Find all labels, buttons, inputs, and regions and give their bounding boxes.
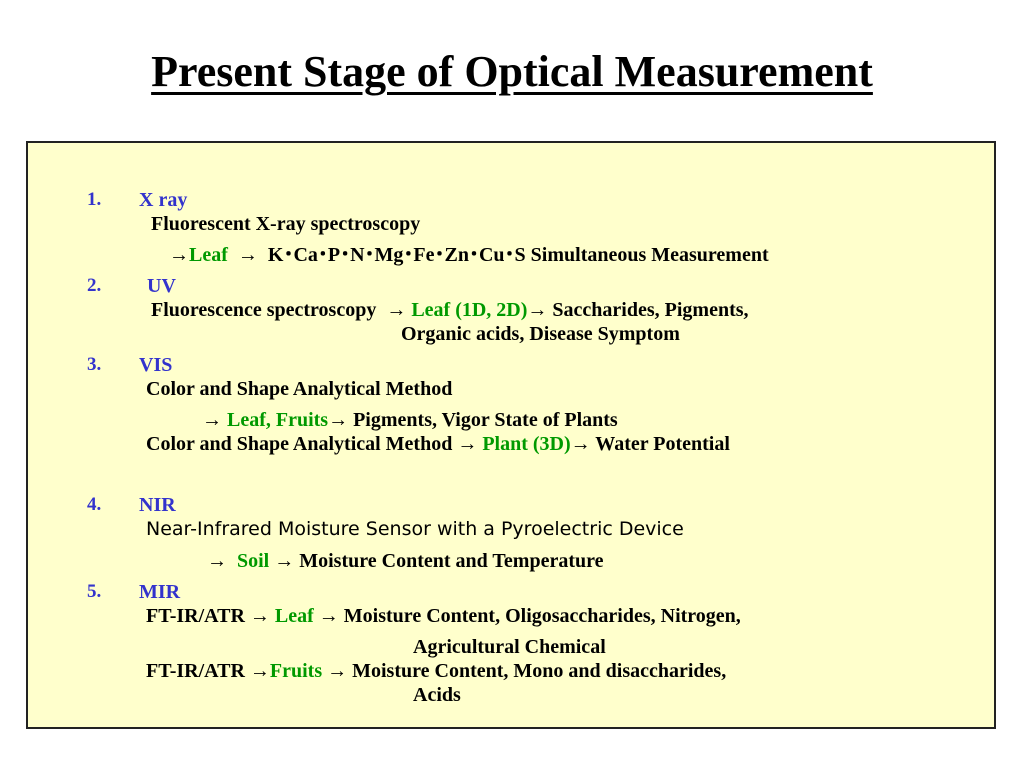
item-number: 2. bbox=[87, 275, 102, 296]
item-line: Color and Shape Analytical Method bbox=[146, 378, 453, 400]
slide-title: Present Stage of Optical Measurement bbox=[151, 47, 873, 96]
highlight-term: Plant (3D) bbox=[482, 433, 571, 455]
item-heading-uv: UV bbox=[147, 275, 176, 297]
item-line: → Soil → Moisture Content and Temperature bbox=[207, 550, 604, 572]
item-line: Organic acids, Disease Symptom bbox=[401, 323, 680, 345]
highlight-term: Leaf (1D, 2D) bbox=[411, 299, 528, 321]
item-line: FT-IR/ATR → Leaf → Moisture Content, Oligosaccharides, Nitrogen, bbox=[146, 605, 741, 627]
highlight-term: Leaf bbox=[189, 244, 228, 266]
highlight-term: Soil bbox=[237, 550, 270, 572]
highlight-term: Leaf, Fruits bbox=[227, 409, 329, 431]
item-heading-nir: NIR bbox=[139, 494, 176, 516]
item-heading-xray: X ray bbox=[139, 189, 188, 211]
highlight-term: Leaf bbox=[274, 605, 314, 627]
item-line: Fluorescent X-ray spectroscopy bbox=[151, 213, 421, 235]
item-number: 1. bbox=[87, 189, 102, 210]
item-number: 3. bbox=[87, 354, 102, 375]
item-line: Color and Shape Analytical Method → Plant (3D)→ Water Potential bbox=[146, 433, 730, 455]
item-line: Near-Infrared Moisture Sensor with a Pyroelectric Device bbox=[146, 518, 684, 540]
item-line: Agricultural Chemical bbox=[413, 636, 606, 658]
item-heading-vis: VIS bbox=[139, 354, 173, 376]
item-number: 4. bbox=[87, 494, 102, 515]
item-line: → Leaf, Fruits→ Pigments, Vigor State of Plants bbox=[202, 409, 618, 431]
item-line: →Leaf → K･Ca･P･N･Mg･Fe･Zn･Cu･S Simultaneous Measurement bbox=[169, 244, 769, 266]
item-line: Acids bbox=[413, 684, 461, 706]
highlight-term: Fruits bbox=[269, 660, 323, 682]
item-line: Fluorescence spectroscopy → Leaf (1D, 2D)→ Saccharides, Pigments, bbox=[151, 299, 749, 321]
content-box bbox=[26, 141, 996, 729]
item-line: FT-IR/ATR →Fruits → Moisture Content, Mono and disaccharides, bbox=[146, 660, 727, 682]
item-heading-mir: MIR bbox=[139, 581, 181, 603]
item-number: 5. bbox=[87, 581, 102, 602]
